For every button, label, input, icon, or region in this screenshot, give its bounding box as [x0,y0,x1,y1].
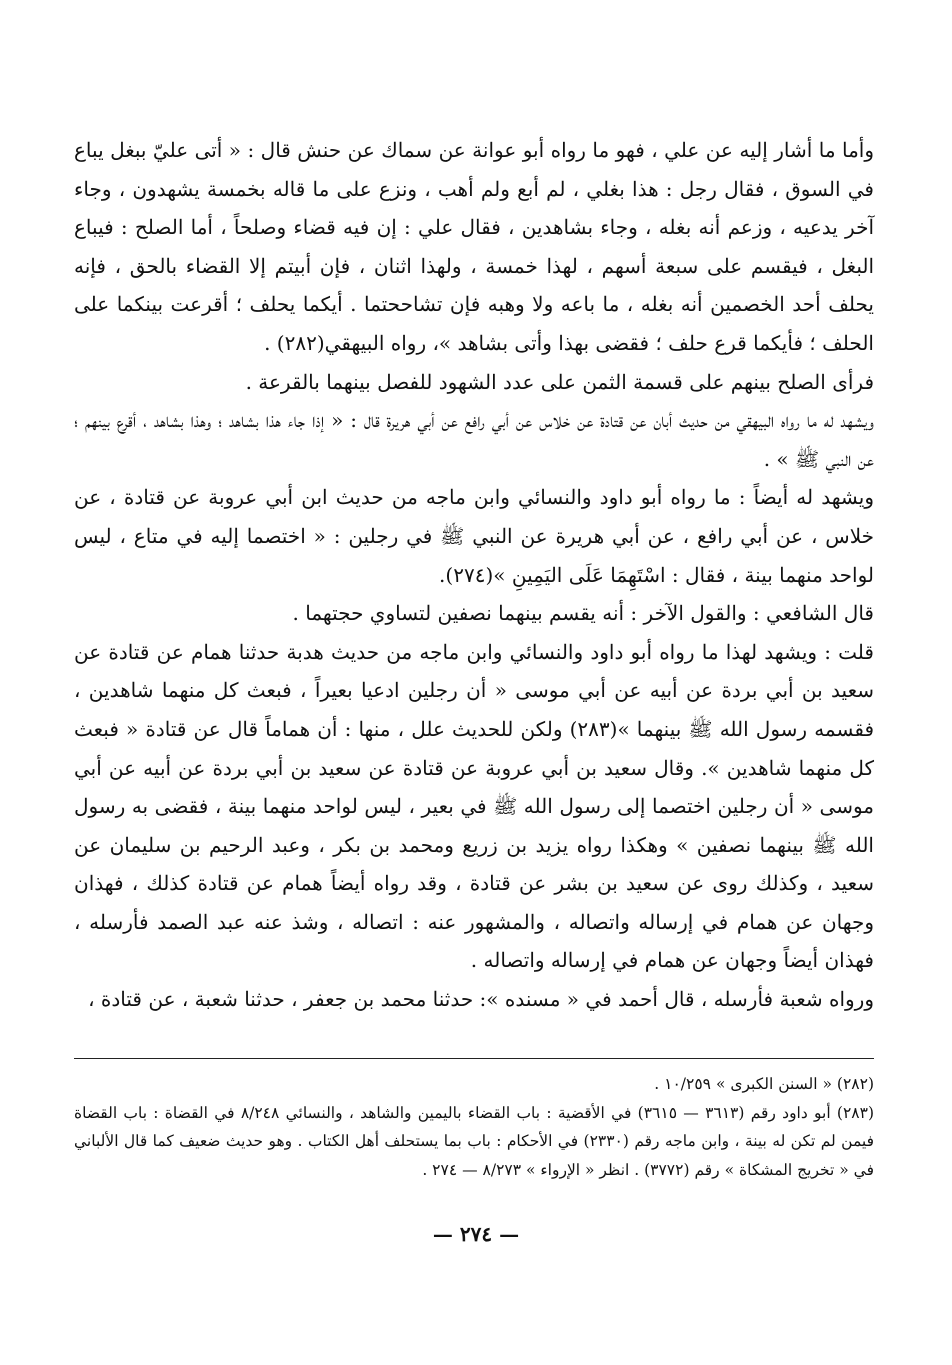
paragraph-2: فرأى الصلح بينهم على قسمة الثمن على عدد الشهود للفصل بينهما بالقرعة . [245,369,874,394]
paragraph-4: ويشهد له أيضاً : ما رواه أبو داود والنسائي وابن ماجه من حديث ابن أبي عروبة عن قتادة ، عن خلاس ، عن أبي رافع ، عن أبي هريرة عن النبي ﷺ في رجلين : « اختصما إليه في متاع ، ليس لواحد منهما بينة ، فقال : اسْتَهِمَا عَلَى اليَمِينِ »(٢٧٤). [74,485,874,587]
paragraph-7: ورواه شعبة فأرسله ، قال أحمد في « مسنده »: حدثنا محمد بن جعفر ، حدثنا شعبة ، عن قتادة ، [88,987,874,1012]
paragraph-6: قلت : ويشهد لهذا ما رواه أبو داود والنسائي وابن ماجه من حديث هدبة حدثنا همام عن قتادة عن سعيد بن أبي بردة عن أبيه عن أبي موسى « أن رجلين ادعيا بعيراً ، فبعث كل منهما شاهدين ، فقسمه رسول الله ﷺ بينهما »(٢٨٣) ولكن للحديث علل ، منها : أن هماماً قال عن قتادة « فبعث كل منهما شاهدين ». وقال سعيد بن أبي عروبة عن قتادة عن سعيد بن أبي بردة عن أبيه عن أبي موسى « أن رجلين اختصما إلى رسول الله ﷺ في بعير ، ليس لواحد منهما بينة ، فقضى به رسول الله ﷺ بينهما نصفين » وهكذا رواه يزيد بن زريع ومحمد بن بكر ، وعبد الرحيم بن سليمان عن سعيد ، وكذلك روى عن سعيد بن بشر عن قتادة ، وقد رواه أيضاً همام عن قتادة كذلك ، فهذان وجهان عن همام في إرساله واتصاله ، والمشهور عنه : اتصاله ، وشذ عنه عبد الصمد فأرسله ، فهذان أيضاً وجهان عن همام في إرساله واتصاله . [74,639,875,973]
footnotes [74,1070,874,1184]
paragraph-3: ويشهد له ما رواه البيهقي من حديث أبان عن قتادة عن خلاس عن أبي رافع عن أبي هريرة قال : « إذا جاء هذا بشاهد ؛ وهذا بشاهد ، أقرع بينهم ؛ عن النبي ﷺ » . [74,408,874,471]
footnote-282: (٢٨٢) « السنن الكبرى » ١٠/٢٥٩ . [654,1075,874,1093]
page-number: — ٢٧٤ — [432,1222,520,1246]
paragraph-1: وأما ما أشار إليه عن علي ، فهو ما رواه أبو عوانة عن سماك عن حنش قال : « أتى عليّ ببغل يباع في السوق ، فقال رجل : هذا بغلي ، لم أبع ولم أهب ، ونزع على ما قاله بخمسة يشهدون ، وجاء آخر يدعيه ، وزعم أنه بغله ، وجاء بشاهدين ، فقال علي : إن فيه قضاء وصلحاً ، أما الصلح : فيباع البغل ، فيقسم على سبعة أسهم ، لهذا خمسة ، ولهذا اثنان ، فإن أبيتم إلا القضاء بالحق ، فإنه يحلف أحد الخصمين أنه بغله ، ما باعه ولا وهبه فإن تشاححتما . أيكما يحلف ؛ أقرعت بينكما على الحلف ؛ فأيكما قرع حلف ؛ فقضى بهذا وأتى بشاهد »، رواه البيهقي(٢٨٢) . [74,138,875,355]
footnote-separator [74,1058,874,1059]
footnote-283: (٢٨٣) أبو داود رقم (٣٦١٣ — ٣٦١٥) في الأقضية : باب القضاء باليمين والشاهد ، والنسائي ٨/٢٤٨ في القضاة : باب القضاة فيمن لم تكن له بينة ، وابن ماجه رقم (٢٣٣٠) في الأحكام : باب بما يستحلف أهل الكتاب . وهو حديث ضعيف كما قال الألباني في « تخريج المشكاة » رقم (٣٧٧٢) . انظر « الإرواء » ٨/٢٧٣ — ٢٧٤ . [74,1103,875,1179]
main-text [74,131,874,1019]
paragraph-5: قال الشافعي : والقول الآخر : أنه يقسم بينهما نصفين لتساوي حجتهما . [292,601,874,626]
